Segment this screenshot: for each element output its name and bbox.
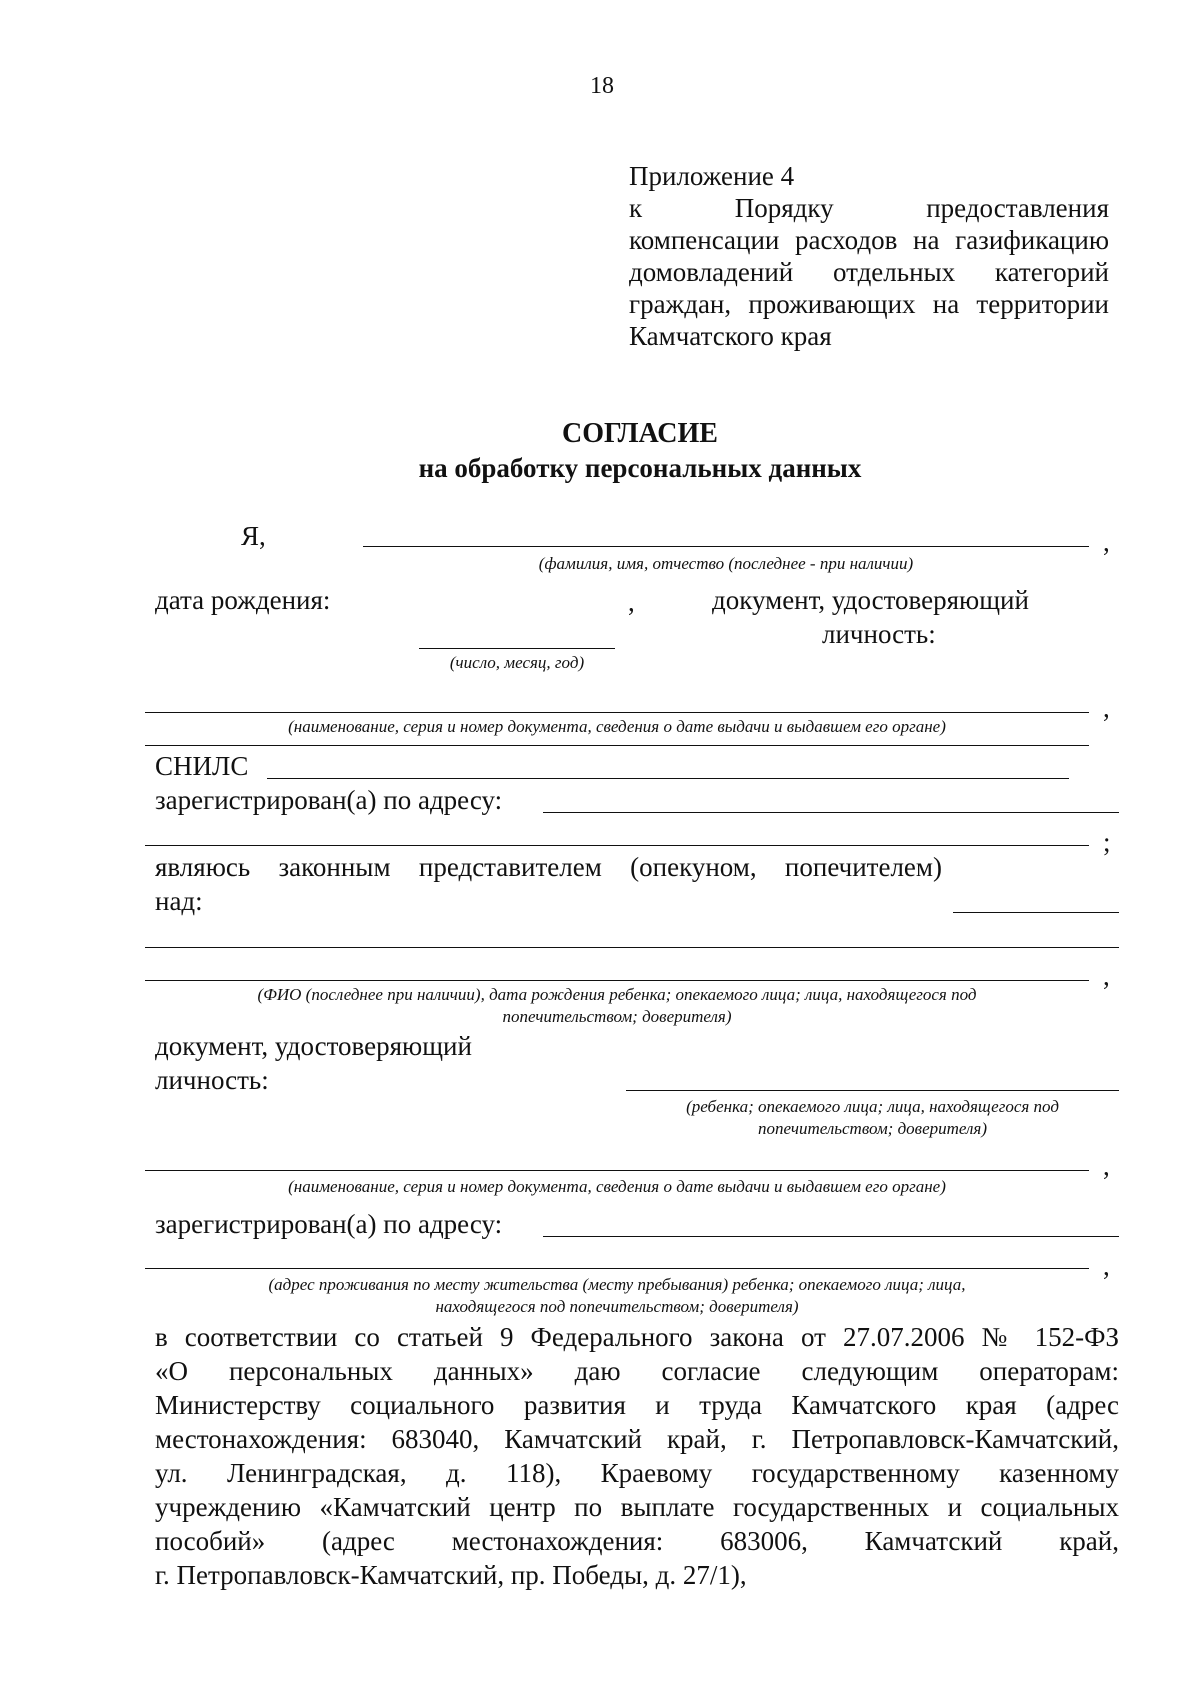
ward-registration-input-line-2[interactable] (145, 1268, 1089, 1269)
ward-address-caption-2: находящегося под попечительством; доверителя) (435, 1297, 799, 1316)
ward-caption-1: (ФИО (последнее при наличии), дата рождения ребенка; опекаемого лица; лица, находящегося под (257, 985, 977, 1004)
representative-line-2: над: (155, 886, 203, 916)
appendix-line-3: домовладений отдельных категорий (629, 257, 1109, 287)
fio-caption: (фамилия, имя, отчество (последнее - при наличии) (538, 554, 914, 573)
registration-input-line-1[interactable] (543, 812, 1119, 813)
registration-label: зарегистрирован(а) по адресу: (155, 785, 503, 815)
ward-doc-input-line-2[interactable] (145, 1170, 1089, 1171)
appendix-title: Приложение 4 (629, 161, 795, 191)
identity-doc-comma: , (1103, 693, 1110, 723)
snils-input-line[interactable] (267, 778, 1069, 779)
ward-address-caption-1: (адрес проживания по месту жительства (месту пребывания) ребенка; опекаемого лица; лица, (268, 1275, 966, 1294)
ward-input-line-1[interactable] (953, 912, 1119, 913)
registration-semicolon: ; (1103, 827, 1111, 857)
registration-input-line-2[interactable] (145, 845, 1089, 846)
ward-registration-input-line-1[interactable] (543, 1236, 1119, 1237)
consent-line-8: г. Петропавловск-Камчатский, пр. Победы, д. 27/1), (155, 1560, 747, 1590)
identity-doc-input-line[interactable] (145, 712, 1089, 713)
ward-doc-caption-3: (наименование, серия и номер документа, сведения о дате выдачи и выдавшем его органе) (288, 1177, 946, 1196)
consent-line-6: учреждению «Камчатский центр по выплате государственных и социальных (155, 1492, 1119, 1522)
ya-label: Я, (241, 521, 266, 551)
appendix-word-predostavleniya: предоставления (926, 193, 1109, 223)
ward-doc-caption-2: попечительством; доверителя) (758, 1119, 987, 1138)
appendix-word-k: к (629, 193, 643, 223)
identity-doc-caption: (наименование, серия и номер документа, сведения о дате выдачи и выдавшем его органе) (288, 717, 946, 736)
ward-input-line-2[interactable] (145, 947, 1119, 948)
consent-line-1: в соответствии со статьей 9 Федерального закона от 27.07.2006 № 152-ФЗ (155, 1322, 1119, 1352)
consent-line-5: ул. Ленинградская, д. 118), Краевому государственному казенному (155, 1458, 1119, 1488)
consent-body (155, 1320, 1119, 1592)
ward-registration-label: зарегистрирован(а) по адресу: (155, 1209, 503, 1239)
ward-doc-label-1: документ, удостоверяющий (155, 1031, 472, 1061)
consent-line-4: местонахождения: 683040, Камчатский край, г. Петропавловск-Камчатский, (155, 1424, 1119, 1454)
birth-date-input-line[interactable] (419, 648, 615, 649)
identity-doc-label-1: документ, удостоверяющий (712, 585, 1029, 615)
fio-comma: , (1103, 527, 1110, 557)
appendix-line-2: компенсации расходов на газификацию (629, 225, 1109, 255)
ward-doc-comma: , (1103, 1151, 1110, 1181)
ward-comma: , (1103, 961, 1110, 991)
consent-line-2: «О персональных данных» даю согласие следующим операторам: (155, 1356, 1119, 1386)
ward-caption-2: попечительством; доверителя) (502, 1007, 732, 1026)
appendix-word-poryadku: Порядку (734, 193, 834, 223)
snils-label: СНИЛС (155, 751, 249, 781)
consent-line-7: пособий» (адрес местонахождения: 683006, Камчатский край, (155, 1526, 1119, 1556)
birth-date-comma: , (628, 587, 635, 617)
ward-doc-input-line-1[interactable] (626, 1090, 1119, 1091)
identity-doc-label-2: личность: (822, 619, 936, 649)
ward-registration-comma: , (1103, 1251, 1110, 1281)
appendix-block (629, 160, 1109, 352)
appendix-line-5: Камчатского края (629, 321, 832, 351)
appendix-line-4: граждан, проживающих на территории (629, 289, 1109, 319)
document-subtitle: на обработку персональных данных (418, 453, 862, 483)
ward-doc-caption-1: (ребенка; опекаемого лица; лица, находящегося под (686, 1097, 1059, 1116)
representative-line-1: являюсь законным представителем (опекуном, попечителем) (155, 852, 942, 882)
ward-input-line-3[interactable] (145, 980, 1089, 981)
document-title: СОГЛАСИЕ (562, 418, 718, 449)
consent-line-3: Министерству социального развития и труда Камчатского края (адрес (155, 1390, 1119, 1420)
birth-date-label: дата рождения: (155, 585, 331, 615)
ward-doc-label-2: личность: (155, 1065, 269, 1095)
page-number: 18 (590, 73, 614, 99)
appendix-line-1 (629, 192, 1109, 224)
identity-doc-rule (145, 745, 1089, 746)
fio-input-line[interactable] (363, 546, 1089, 547)
birth-date-caption: (число, месяц, год) (449, 653, 585, 672)
